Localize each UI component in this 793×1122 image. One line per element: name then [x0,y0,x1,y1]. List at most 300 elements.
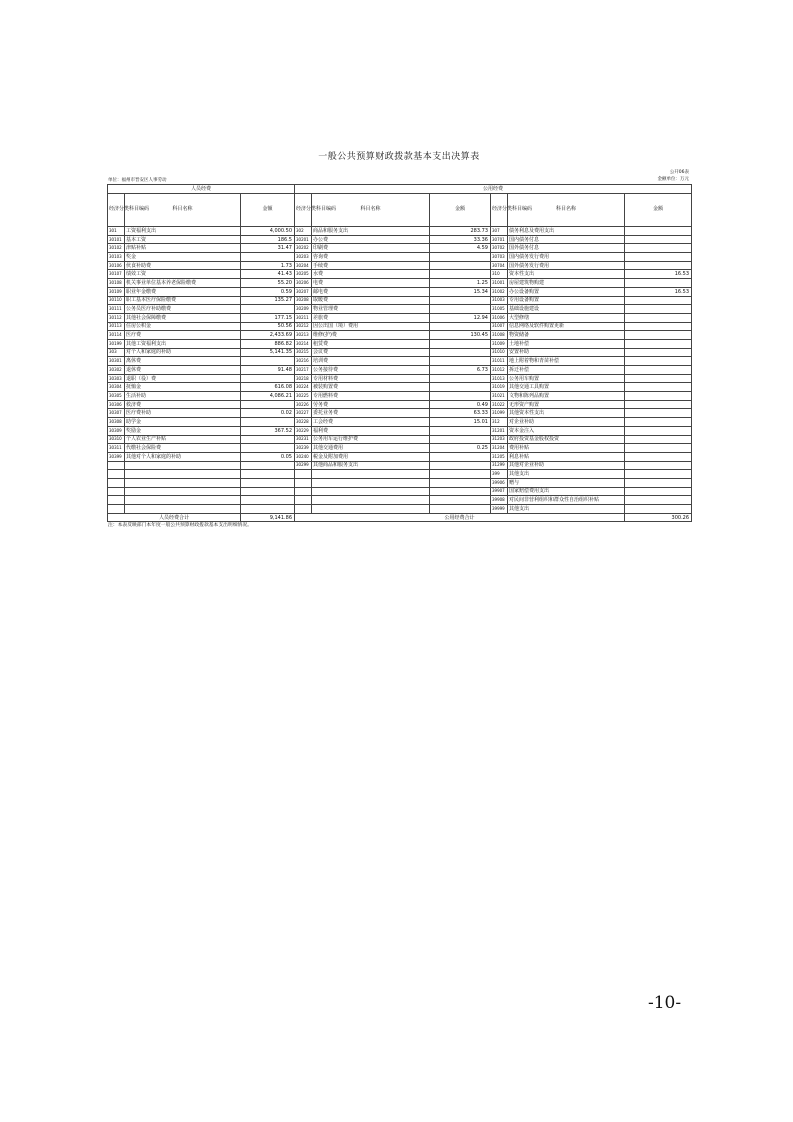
cell-amount [625,296,692,305]
cell-name: 其他对企业补助 [508,461,625,470]
cell-amount [241,357,295,366]
cell-code: 30106 [108,261,125,270]
cell-amount [430,478,491,487]
cell-name: 其他支出 [508,505,625,514]
table-row [108,478,692,487]
cell-amount: 12.94 [430,313,491,322]
cell-name [125,470,241,479]
cell-amount: 6.73 [430,366,491,375]
cell-code: 31013 [491,374,508,383]
table-row [108,496,692,505]
cell-amount [241,418,295,427]
cell-name: 助学金 [125,418,241,427]
cell-code: 31203 [491,435,508,444]
cell-code: 307 [491,227,508,236]
cell-name [125,478,241,487]
cell-code: 31021 [491,392,508,401]
cell-name: 物业管理费 [312,305,430,314]
table-row [108,383,692,392]
cell-amount: 2,433.69 [241,331,295,340]
col-code: 经济分类科目编码 [491,194,508,227]
cell-name: 其他交通费用 [312,444,430,453]
cell-name: 政府投资基金股权投资 [508,435,625,444]
cell-code: 30214 [295,339,312,348]
table-row [108,296,692,305]
cell-name: 拆迁补偿 [508,366,625,375]
cell-name [312,470,430,479]
cell-name: 取暖费 [312,296,430,305]
cell-name: 咨询费 [312,253,430,262]
cell-name: 医疗费补助 [125,409,241,418]
cell-name: 税金及附加费用 [312,452,430,461]
cell-code: 312 [491,418,508,427]
cell-amount [625,496,692,505]
cell-name: 大型修缮 [508,313,625,322]
cell-name: 国家赔偿费用支出 [508,487,625,496]
cell-amount [625,452,692,461]
cell-code: 310 [491,270,508,279]
cell-amount: 0.25 [430,444,491,453]
cell-amount [430,496,491,505]
cell-code: 301 [108,227,125,236]
cell-amount [625,435,692,444]
table-title: 一般公共预算财政拨款基本支出决算表 [318,152,480,162]
cell-amount: 135.27 [241,296,295,305]
cell-name: 职业年金缴费 [125,287,241,296]
cell-amount [430,461,491,470]
cell-amount [625,313,692,322]
table-row [108,235,692,244]
cell-name: 电费 [312,279,430,288]
cell-code: 31005 [491,305,508,314]
cell-amount: 0.59 [241,287,295,296]
cell-code: 30702 [491,244,508,253]
col-name: 科目名称 [312,194,430,227]
cell-name: 专用燃料费 [312,392,430,401]
cell-code: 30307 [108,409,125,418]
cell-code: 30218 [295,374,312,383]
cell-code: 30108 [108,279,125,288]
cell-name: 信息网络及软件购置更新 [508,322,625,331]
cell-amount: 0.02 [241,409,295,418]
table-row [108,426,692,435]
cell-name: 职工基本医疗保险缴费 [125,296,241,305]
table-row [108,418,692,427]
cell-amount [241,505,295,514]
cell-amount [241,435,295,444]
cell-name: 专用材料费 [312,374,430,383]
cell-amount [625,383,692,392]
cell-amount [625,235,692,244]
cell-code: 30203 [295,253,312,262]
cell-code: 30303 [108,374,125,383]
cell-code: 31006 [491,313,508,322]
form-code: 公开06表 [669,170,689,175]
cell-name [125,505,241,514]
cell-name: 会议费 [312,348,430,357]
public-total-label: 公用经费合计 [295,513,625,522]
cell-name: 住房公积金 [125,322,241,331]
cell-amount [430,392,491,401]
table-row [108,487,692,496]
cell-name: 其他社会保障缴费 [125,313,241,322]
money-unit: 金额单位：万元 [657,177,689,182]
cell-amount [625,357,692,366]
cell-amount: 55.20 [241,279,295,288]
cell-name: 因公出国（境）费用 [312,322,430,331]
cell-amount [430,357,491,366]
cell-amount [625,487,692,496]
cell-amount [625,244,692,253]
cell-code: 30216 [295,357,312,366]
cell-amount [625,374,692,383]
cell-code: 30107 [108,270,125,279]
cell-code: 30215 [295,348,312,357]
cell-name: 其他资本性支出 [508,409,625,418]
cell-code: 30703 [491,253,508,262]
cell-name: 奖金 [125,253,241,262]
cell-amount: 15.01 [430,418,491,427]
cell-amount: 16.53 [625,270,692,279]
cell-name: 租赁费 [312,339,430,348]
cell-amount [430,505,491,514]
cell-name: 其他支出 [508,470,625,479]
cell-code: 30240 [295,452,312,461]
cell-amount [625,279,692,288]
cell-amount: 0.49 [430,400,491,409]
cell-code: 303 [108,348,125,357]
table-row [108,452,692,461]
col-name: 科目名称 [125,194,241,227]
cell-amount [625,331,692,340]
cell-name: 水费 [312,270,430,279]
col-amount: 金额 [625,194,692,227]
cell-code: 30225 [295,392,312,401]
cell-amount [241,487,295,496]
cell-amount [430,452,491,461]
cell-amount [625,261,692,270]
cell-code: 30305 [108,392,125,401]
cell-amount: 616.08 [241,383,295,392]
table-row [108,392,692,401]
table-row [108,331,692,340]
cell-code [295,496,312,505]
cell-name: 专用设备购置 [508,296,625,305]
cell-code: 302 [295,227,312,236]
cell-amount [625,409,692,418]
cell-code [295,487,312,496]
cell-code: 30308 [108,418,125,427]
cell-name: 债务利息及费用支出 [508,227,625,236]
cell-code: 30206 [295,279,312,288]
cell-code: 30207 [295,287,312,296]
cell-name: 其他对个人和家庭的补助 [125,452,241,461]
cell-amount: 186.5 [241,235,295,244]
cell-code: 30399 [108,452,125,461]
table-row [108,313,692,322]
cell-name: 基础设施建设 [508,305,625,314]
col-name: 科目名称 [508,194,625,227]
cell-code: 30103 [108,253,125,262]
cell-amount [241,444,295,453]
cell-amount [625,339,692,348]
cell-code: 30302 [108,366,125,375]
cell-code: 30306 [108,400,125,409]
cell-name: 安置补助 [508,348,625,357]
cell-code [108,478,125,487]
cell-name: 国内债务付息 [508,235,625,244]
cell-amount [430,305,491,314]
cell-name: 代缴社会保险费 [125,444,241,453]
cell-name: 办公费 [312,235,430,244]
table-meta [107,164,691,184]
cell-code: 399 [491,470,508,479]
cell-name [312,487,430,496]
cell-name: 赠与 [508,478,625,487]
cell-code: 30301 [108,357,125,366]
cell-code: 30110 [108,296,125,305]
cell-name: 机关事业单位基本养老保险缴费 [125,279,241,288]
cell-amount [241,470,295,479]
cell-amount: 91.48 [241,366,295,375]
cell-amount [241,478,295,487]
table-row [108,400,692,409]
cell-code: 31022 [491,400,508,409]
cell-code: 31001 [491,279,508,288]
cell-amount [430,426,491,435]
cell-amount [625,426,692,435]
cell-code: 30111 [108,305,125,314]
cell-amount: 886.82 [241,339,295,348]
cell-name: 公务接待费 [312,366,430,375]
cell-code: 30199 [108,339,125,348]
cell-name: 劳务费 [312,400,430,409]
cell-amount: 177.15 [241,313,295,322]
cell-code [108,505,125,514]
cell-code: 30304 [108,383,125,392]
cell-name: 伙食补助费 [125,261,241,270]
cell-amount [430,348,491,357]
col-code: 经济分类科目编码 [295,194,312,227]
cell-code: 31299 [491,461,508,470]
cell-name: 房屋建筑物购建 [508,279,625,288]
cell-code: 30208 [295,296,312,305]
cell-amount [241,496,295,505]
cell-name: 医疗费 [125,331,241,340]
cell-name: 公务员医疗补助缴费 [125,305,241,314]
cell-code: 30112 [108,313,125,322]
cell-amount [625,505,692,514]
cell-amount [430,339,491,348]
cell-code: 30299 [295,461,312,470]
cell-code: 30239 [295,444,312,453]
cell-amount [430,270,491,279]
cell-amount [625,470,692,479]
cell-name: 其他交通工具购置 [508,383,625,392]
cell-amount [625,478,692,487]
cell-code: 30309 [108,426,125,435]
table-row [108,409,692,418]
cell-code [295,505,312,514]
cell-code: 31009 [491,339,508,348]
cell-name: 对企业补助 [508,418,625,427]
cell-amount: 283.73 [430,227,491,236]
cell-name: 商品和服务支出 [312,227,430,236]
cell-code: 39908 [491,496,508,505]
cell-name: 手续费 [312,261,430,270]
cell-amount: 4.59 [430,244,491,253]
table-row [108,435,692,444]
cell-code: 31003 [491,296,508,305]
cell-name: 生活补助 [125,392,241,401]
cell-name [312,496,430,505]
cell-code: 31010 [491,348,508,357]
cell-name: 维修(护)费 [312,331,430,340]
cell-name: 利息补贴 [508,452,625,461]
page-number: -10- [648,993,682,1013]
cell-amount [430,296,491,305]
cell-code: 30704 [491,261,508,270]
cell-code: 30113 [108,322,125,331]
col-code: 经济分类科目编码 [108,194,125,227]
cell-code: 30205 [295,270,312,279]
table-note: 注：本表反映部门本年度一般公共预算财政拨款基本支出明细情况。 [108,523,252,529]
cell-code: 30102 [108,244,125,253]
table-row [108,470,692,479]
cell-name: 公务用车购置 [508,374,625,383]
cell-name: 无形资产购置 [508,400,625,409]
cell-code [108,496,125,505]
table-row [108,261,692,270]
section-personnel: 人员经费 [108,185,295,194]
cell-name: 个人农业生产补贴 [125,435,241,444]
cell-code: 39906 [491,478,508,487]
cell-amount [430,261,491,270]
cell-name: 对个人和家庭的补助 [125,348,241,357]
cell-amount [241,461,295,470]
cell-amount [430,435,491,444]
table-row [108,253,692,262]
section-header-row [108,185,692,194]
cell-code: 31099 [491,409,508,418]
table-row [108,461,692,470]
cell-amount [625,322,692,331]
cell-name: 邮电费 [312,287,430,296]
table-row [108,244,692,253]
cell-name: 退休费 [125,366,241,375]
cell-amount: 31.47 [241,244,295,253]
cell-name: 印刷费 [312,244,430,253]
cell-amount [430,374,491,383]
cell-code: 30227 [295,409,312,418]
cell-amount [625,400,692,409]
cell-name: 国外债务付息 [508,244,625,253]
cell-amount: 5,141.35 [241,348,295,357]
cell-name: 对民间非营利组织和群众性自治组织补贴 [508,496,625,505]
cell-code: 31012 [491,366,508,375]
cell-amount [625,348,692,357]
cell-name: 培训费 [312,357,430,366]
cell-name: 绩效工资 [125,270,241,279]
totals-row [108,513,692,522]
cell-code [108,487,125,496]
cell-name [125,461,241,470]
cell-code: 30217 [295,366,312,375]
cell-name: 基本工资 [125,235,241,244]
cell-amount [430,383,491,392]
cell-name: 费用补贴 [508,444,625,453]
table-row [108,270,692,279]
cell-code: 30204 [295,261,312,270]
cell-name: 退职（役）费 [125,374,241,383]
cell-code: 31002 [491,287,508,296]
cell-amount [625,418,692,427]
cell-amount: 16.53 [625,287,692,296]
cell-amount: 367.52 [241,426,295,435]
personnel-total-label: 人员经费合计 [108,513,241,522]
cell-name: 福利费 [312,426,430,435]
cell-amount [625,253,692,262]
cell-code: 31019 [491,383,508,392]
cell-name: 救济费 [125,400,241,409]
cell-name: 抚恤金 [125,383,241,392]
table-body [108,227,692,514]
cell-code: 30229 [295,426,312,435]
cell-code: 30209 [295,305,312,314]
section-public: 公用经费 [295,185,692,194]
cell-code: 30213 [295,331,312,340]
cell-name: 委托业务费 [312,409,430,418]
cell-amount [241,305,295,314]
cell-code: 30701 [491,235,508,244]
cell-amount: 63.33 [430,409,491,418]
table-row [108,444,692,453]
table-row [108,505,692,514]
unit-label: 单位：福州市晋安区人事劳动 [108,178,167,183]
cell-amount [625,305,692,314]
cell-name [312,478,430,487]
public-total-value: 300.26 [625,513,692,522]
col-amount: 金额 [241,194,295,227]
cell-code [295,470,312,479]
cell-code: 30310 [108,435,125,444]
cell-amount [625,227,692,236]
cell-code: 31007 [491,322,508,331]
table-row [108,374,692,383]
cell-amount [625,392,692,401]
cell-amount: 1.73 [241,261,295,270]
cell-code: 31008 [491,331,508,340]
table-row [108,366,692,375]
cell-code [108,470,125,479]
table-row [108,357,692,366]
cell-code: 30114 [108,331,125,340]
cell-amount: 1.25 [430,279,491,288]
cell-amount: 4,000.50 [241,227,295,236]
cell-amount [430,253,491,262]
cell-code: 30231 [295,435,312,444]
cell-name: 被装购置费 [312,383,430,392]
expenditure-table [107,184,692,522]
table-row [108,305,692,314]
cell-code: 39907 [491,487,508,496]
cell-amount [241,400,295,409]
budget-sheet [107,151,691,529]
personnel-total-value: 9,141.86 [241,513,295,522]
cell-amount: 4,086.21 [241,392,295,401]
cell-amount: 50.56 [241,322,295,331]
cell-code: 30212 [295,322,312,331]
